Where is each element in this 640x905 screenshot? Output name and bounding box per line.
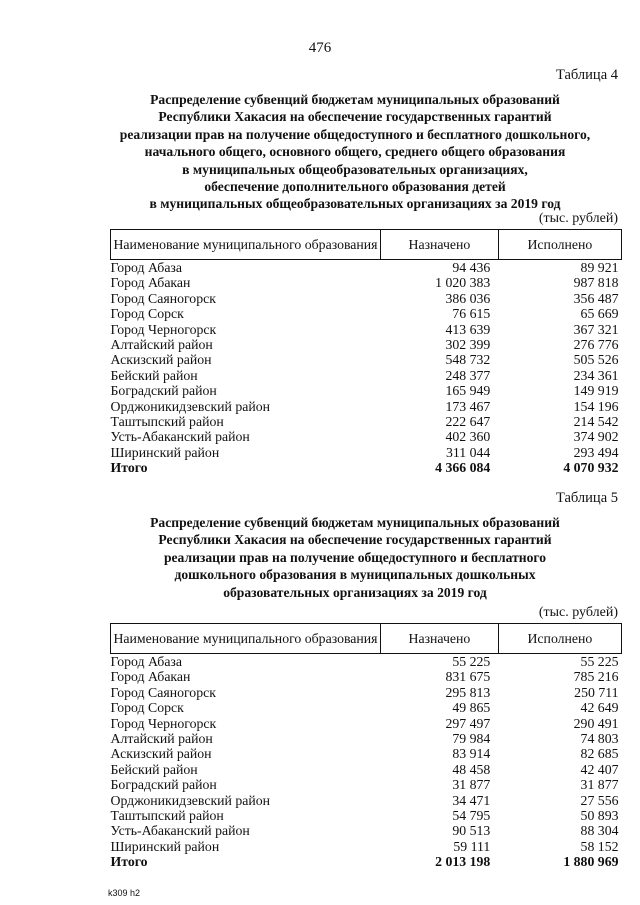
total-label: Итого bbox=[110, 460, 148, 476]
row-assigned: 90 513 bbox=[452, 823, 491, 839]
row-executed: 58 152 bbox=[580, 838, 619, 854]
table5-title bbox=[95, 514, 615, 601]
row-assigned: 94 436 bbox=[452, 260, 491, 275]
table-row bbox=[111, 429, 622, 444]
table4-title-line: Республики Хакасия на обеспечение государственных гарантий bbox=[158, 109, 552, 125]
row-assigned: 297 497 bbox=[445, 715, 491, 731]
row-name: Усть-Абаканский район bbox=[110, 429, 250, 445]
total-executed: 1 880 969 bbox=[563, 854, 619, 870]
table4-title bbox=[95, 91, 615, 213]
row-assigned: 83 914 bbox=[452, 746, 491, 762]
row-assigned: 302 399 bbox=[445, 337, 491, 353]
row-name: Усть-Абаканский район bbox=[110, 823, 250, 839]
table4-title-line: Распределение субвенций бюджетам муниципальных образований bbox=[150, 92, 560, 107]
row-assigned: 79 984 bbox=[452, 731, 491, 747]
row-assigned: 222 647 bbox=[445, 414, 491, 430]
row-name: Город Саяногорск bbox=[110, 290, 216, 306]
row-executed: 505 526 bbox=[573, 352, 619, 368]
row-name: Орджоникидзевский район bbox=[110, 398, 271, 414]
row-executed: 276 776 bbox=[573, 337, 619, 353]
column-header-name: Наименование муниципального образования bbox=[111, 624, 381, 654]
table5-title-line: дошкольного образования в муниципальных дошкольных bbox=[174, 567, 536, 583]
row-assigned: 55 225 bbox=[452, 654, 491, 669]
row-name: Бейский район bbox=[110, 761, 198, 777]
table-row bbox=[111, 291, 622, 306]
row-name: Аскизский район bbox=[110, 352, 212, 368]
row-name: Боградский район bbox=[110, 777, 217, 793]
row-name: Боградский район bbox=[110, 383, 217, 399]
row-name: Город Сорск bbox=[110, 306, 184, 322]
table4 bbox=[110, 229, 622, 476]
row-name: Город Абакан bbox=[110, 275, 191, 291]
row-assigned: 413 639 bbox=[445, 321, 491, 337]
row-name: Город Абакан bbox=[110, 669, 191, 685]
row-name: Город Абаза bbox=[110, 654, 183, 669]
table-row bbox=[111, 746, 622, 761]
table-row bbox=[111, 414, 622, 429]
column-header-executed: Исполнено bbox=[498, 624, 621, 654]
table-row bbox=[111, 654, 622, 670]
row-assigned: 311 044 bbox=[446, 444, 491, 460]
table-row bbox=[111, 445, 622, 460]
table4-title-line: в муниципальных общеобразовательных организациях за 2019 год bbox=[149, 196, 561, 212]
row-assigned: 402 360 bbox=[445, 429, 491, 445]
row-assigned: 54 795 bbox=[452, 808, 491, 824]
table-row bbox=[111, 823, 622, 838]
total-row bbox=[111, 854, 622, 869]
table5-title-line: образовательных организациях за 2019 год bbox=[223, 584, 487, 600]
table5-label: Таблица 5 bbox=[555, 490, 618, 506]
row-executed: 27 556 bbox=[580, 792, 619, 808]
table-row bbox=[111, 762, 622, 777]
row-assigned: 248 377 bbox=[445, 367, 491, 383]
row-executed: 234 361 bbox=[573, 367, 619, 383]
footer-code: k309 h2 bbox=[108, 888, 141, 898]
total-label: Итого bbox=[110, 854, 148, 870]
row-executed: 74 803 bbox=[580, 731, 619, 747]
row-executed: 89 921 bbox=[580, 260, 619, 275]
row-executed: 154 196 bbox=[573, 398, 619, 414]
table-row bbox=[111, 322, 622, 337]
table-row bbox=[111, 669, 622, 684]
row-executed: 31 877 bbox=[580, 777, 619, 793]
table-row bbox=[111, 383, 622, 398]
row-executed: 214 542 bbox=[573, 414, 619, 430]
table-row bbox=[111, 700, 622, 715]
row-assigned: 48 458 bbox=[452, 761, 491, 777]
row-name: Аскизский район bbox=[110, 746, 212, 762]
table-header-row bbox=[111, 230, 622, 260]
table-row bbox=[111, 685, 622, 700]
table4-title-line: реализации прав на получение общедоступного и бесплатного дошкольного, bbox=[119, 126, 591, 142]
column-header-assigned: Назначено bbox=[381, 230, 499, 260]
row-name: Город Сорск bbox=[110, 700, 184, 716]
table5-units: (тыс. рублей) bbox=[538, 605, 618, 620]
row-executed: 356 487 bbox=[573, 290, 619, 306]
row-executed: 82 685 bbox=[580, 746, 619, 762]
row-executed: 290 491 bbox=[573, 715, 619, 731]
row-name: Город Саяногорск bbox=[110, 684, 216, 700]
table-header-row bbox=[111, 624, 622, 654]
column-header-name: Наименование муниципального образования bbox=[111, 230, 381, 260]
table-row bbox=[111, 352, 622, 367]
table5-title-line: Республики Хакасия на обеспечение государственных гарантий bbox=[158, 532, 552, 548]
row-assigned: 173 467 bbox=[445, 398, 491, 414]
row-name: Алтайский район bbox=[110, 731, 213, 747]
row-name: Ширинский район bbox=[110, 444, 220, 460]
table4-title-line: обеспечение дополнительного образования детей bbox=[204, 179, 506, 195]
row-assigned: 49 865 bbox=[452, 700, 491, 716]
row-assigned: 548 732 bbox=[445, 352, 491, 368]
row-name: Алтайский район bbox=[110, 337, 213, 353]
table4-label: Таблица 4 bbox=[555, 67, 618, 83]
column-header-assigned: Назначено bbox=[381, 624, 499, 654]
table4-units: (тыс. рублей) bbox=[538, 211, 618, 226]
table5-title-line: Распределение субвенций бюджетам муниципальных образований bbox=[150, 515, 560, 530]
row-assigned: 1 020 383 bbox=[435, 275, 491, 291]
table5-title-line: реализации прав на получение общедоступного и бесплатного bbox=[163, 549, 547, 565]
row-executed: 987 818 bbox=[573, 275, 619, 291]
table-row bbox=[111, 777, 622, 792]
table4-title-line: начального общего, основного общего, среднего общего образования bbox=[144, 144, 566, 160]
row-name: Таштыпский район bbox=[110, 808, 224, 824]
row-name: Город Черногорск bbox=[110, 715, 217, 731]
total-executed: 4 070 932 bbox=[563, 460, 619, 476]
row-executed: 65 669 bbox=[580, 306, 619, 322]
column-header-executed: Исполнено bbox=[498, 230, 621, 260]
row-name: Город Черногорск bbox=[110, 321, 217, 337]
row-executed: 42 407 bbox=[580, 761, 619, 777]
row-assigned: 386 036 bbox=[445, 290, 491, 306]
row-executed: 367 321 bbox=[573, 321, 619, 337]
row-executed: 50 893 bbox=[580, 808, 619, 824]
table-row bbox=[111, 399, 622, 414]
row-name: Бейский район bbox=[110, 367, 198, 383]
row-assigned: 831 675 bbox=[445, 669, 491, 685]
total-assigned: 2 013 198 bbox=[435, 854, 491, 870]
row-executed: 374 902 bbox=[573, 429, 619, 445]
total-row bbox=[111, 460, 622, 475]
table-row bbox=[111, 839, 622, 854]
table-row bbox=[111, 716, 622, 731]
row-assigned: 76 615 bbox=[452, 306, 491, 322]
total-assigned: 4 366 084 bbox=[435, 460, 491, 476]
row-executed: 785 216 bbox=[573, 669, 619, 685]
page-number: 476 bbox=[308, 40, 332, 56]
row-name: Орджоникидзевский район bbox=[110, 792, 271, 808]
row-executed: 42 649 bbox=[580, 700, 619, 716]
row-name: Таштыпский район bbox=[110, 414, 224, 430]
row-executed: 149 919 bbox=[573, 383, 619, 399]
row-name: Ширинский район bbox=[110, 838, 220, 854]
row-assigned: 165 949 bbox=[445, 383, 491, 399]
table4-title-line: в муниципальных общеобразовательных организациях, bbox=[182, 161, 528, 177]
row-assigned: 59 111 bbox=[453, 838, 491, 854]
table-row bbox=[111, 337, 622, 352]
table5 bbox=[110, 623, 622, 870]
table-row bbox=[111, 808, 622, 823]
table-row bbox=[111, 306, 622, 321]
table-row bbox=[111, 368, 622, 383]
row-assigned: 34 471 bbox=[452, 792, 491, 808]
row-assigned: 31 877 bbox=[452, 777, 491, 793]
row-executed: 88 304 bbox=[580, 823, 619, 839]
row-assigned: 295 813 bbox=[445, 684, 491, 700]
row-executed: 55 225 bbox=[580, 654, 619, 669]
table-row bbox=[111, 275, 622, 290]
row-executed: 250 711 bbox=[574, 684, 619, 700]
row-name: Город Абаза bbox=[110, 260, 183, 275]
table-row bbox=[111, 260, 622, 276]
row-executed: 293 494 bbox=[573, 444, 619, 460]
table-row bbox=[111, 793, 622, 808]
table-row bbox=[111, 731, 622, 746]
